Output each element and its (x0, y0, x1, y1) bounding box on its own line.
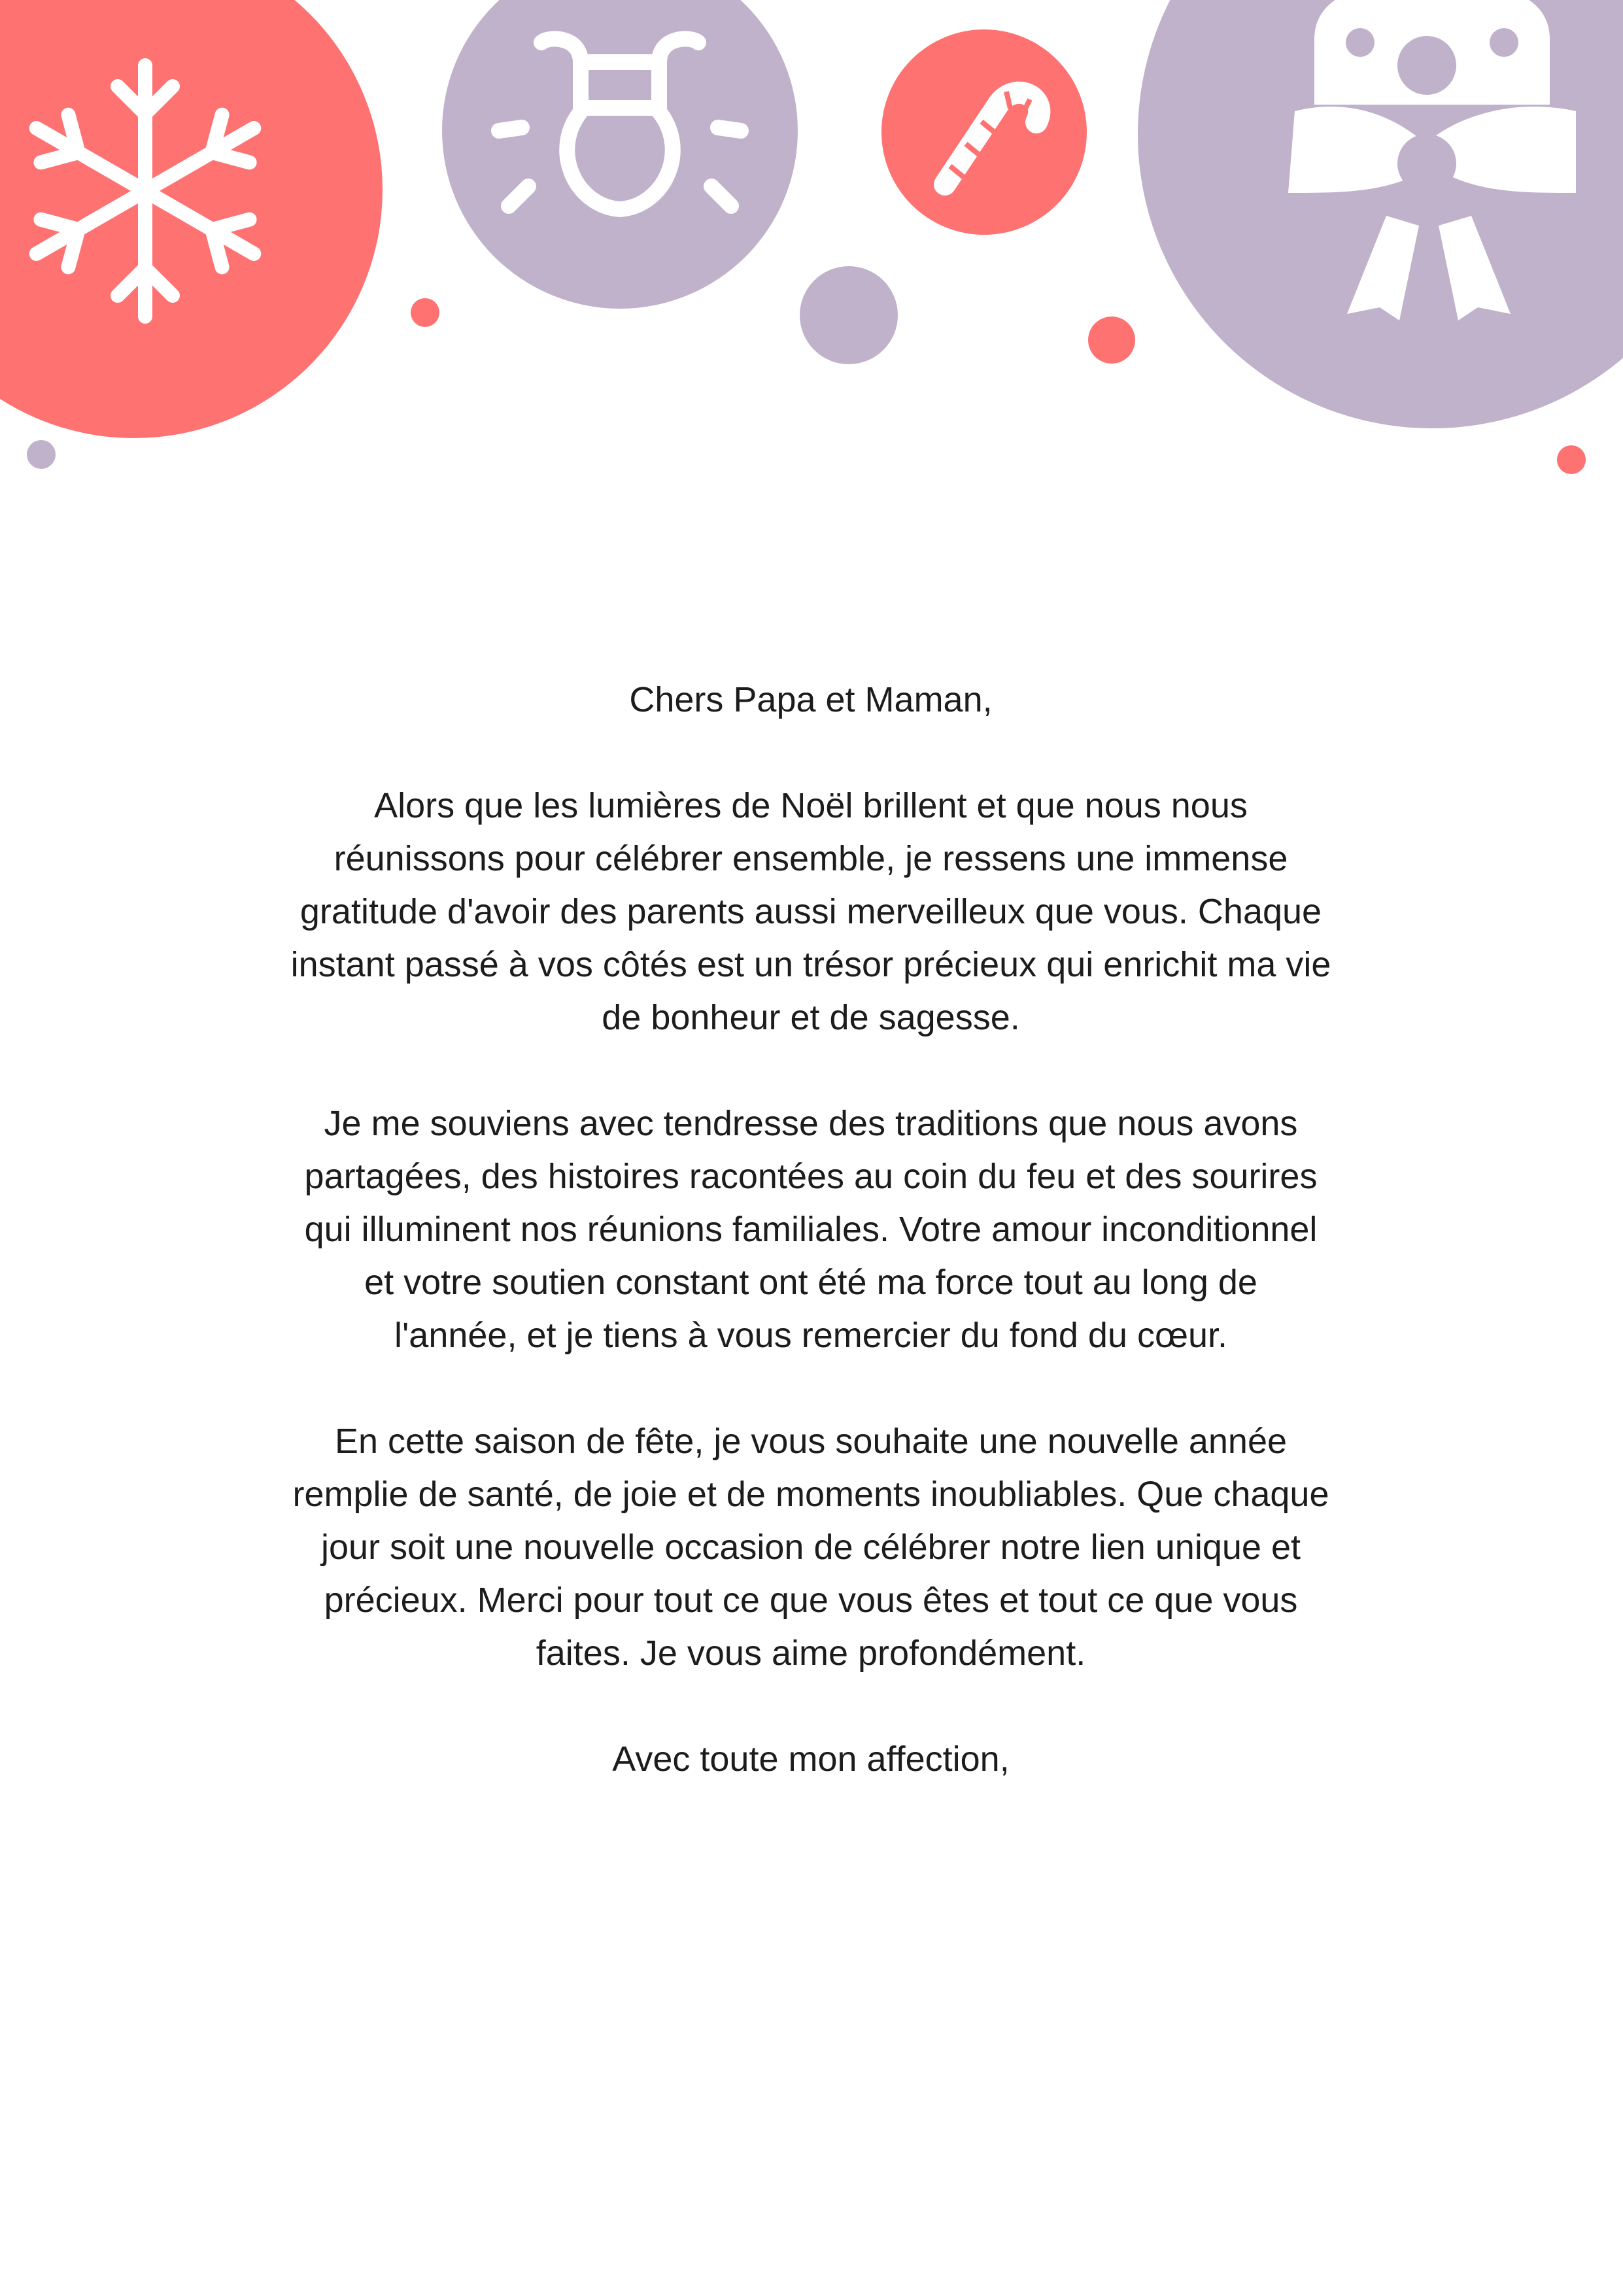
letter-greeting: Chers Papa et Maman, (629, 680, 993, 719)
lavender-dot (27, 440, 56, 469)
letter-line: de bonheur et de sagesse. (602, 998, 1020, 1037)
letter-line: qui illuminent nos réunions familiales. Votre amour inconditionnel (304, 1210, 1318, 1249)
letter-line: remplie de santé, de joie et de moments inoubliables. Que chaque (292, 1475, 1329, 1514)
lavender-dot (800, 266, 898, 364)
coral-dot (1088, 317, 1135, 364)
lavender-ornament-circle (442, 0, 798, 309)
letter-line: jour soit une nouvelle occasion de célébrer notre lien unique et (321, 1528, 1301, 1567)
christmas-ornament-banner (0, 0, 1623, 497)
letter-paragraph-3 (196, 1415, 1426, 1680)
letter-line: réunissons pour célébrer ensemble, je ressens une immense (333, 839, 1288, 878)
letter-closing: Avec toute mon affection, (612, 1739, 1010, 1779)
letter-line: En cette saison de fête, je vous souhaite une nouvelle année (334, 1422, 1288, 1461)
letter-line: l'année, et je tiens à vous remercier du fond du cœur. (394, 1316, 1227, 1355)
letter-line: Alors que les lumières de Noël brillent et que nous nous (374, 786, 1248, 825)
letter-line: précieux. Merci pour tout ce que vous êtes et tout ce que vous (324, 1581, 1298, 1620)
letter-paragraph-1 (196, 780, 1426, 1044)
letter-line: partagées, des histoires racontées au coin du feu et des sourires (304, 1157, 1318, 1196)
letter-line: Je me souviens avec tendresse des traditions que nous avons (324, 1104, 1298, 1143)
letter-paragraph-2 (196, 1097, 1426, 1362)
letter-line: et votre soutien constant ont été ma force tout au long de (364, 1263, 1257, 1302)
coral-dot (411, 298, 439, 327)
letter-line: instant passé à vos côtés est un trésor précieux qui enrichit ma vie (290, 945, 1331, 984)
letter-body (196, 674, 1426, 1786)
letter-line: faites. Je vous aime profondément. (536, 1634, 1086, 1673)
coral-dot (1557, 445, 1586, 474)
letter-line: gratitude d'avoir des parents aussi merveilleux que vous. Chaque (299, 892, 1322, 931)
